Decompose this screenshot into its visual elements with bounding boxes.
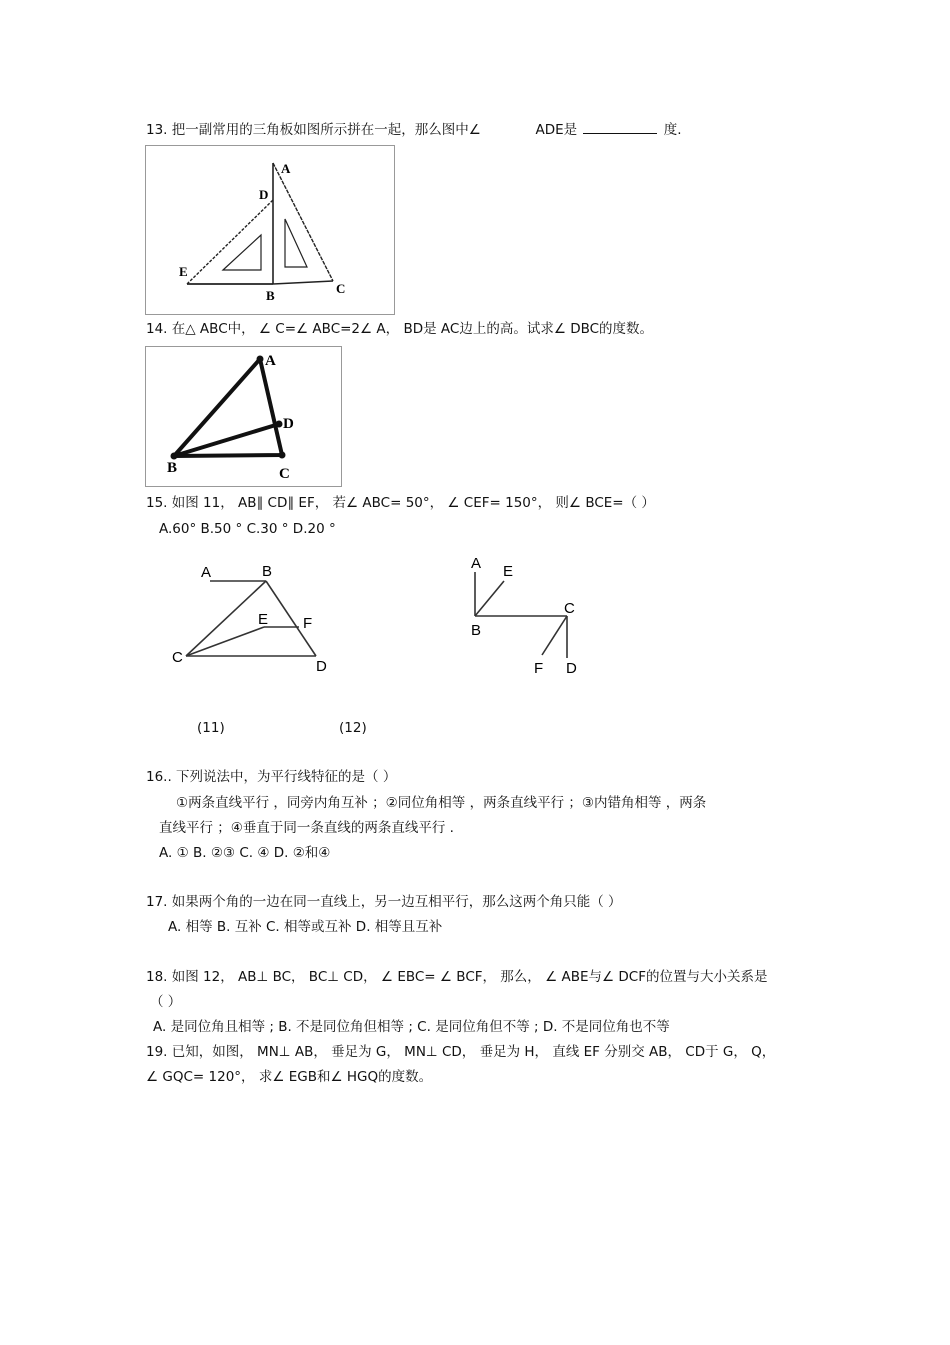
q14-figure: [145, 346, 345, 488]
q16-line2: ①两条直线平行 ，同旁内角互补 ；②同位角相等 ，两条直线平行 ；③内错角相等 ，两条: [176, 795, 707, 811]
q18-options: A. 是同位角且相等 ; B. 不是同位角但相等 ; C. 是同位角但不等 ; D. 不是同位角也不等: [153, 1019, 670, 1035]
q18-line2: （ ）: [150, 994, 182, 1010]
q13-text-b: ADE是: [535, 122, 578, 138]
q16-line3: 直线平行 ；④垂直于同一条直线的两条直线平行 .: [159, 820, 454, 836]
fig11-label-b: B: [262, 563, 273, 580]
q16-options: A. ① B. ②③ C. ④ D. ②和④: [159, 845, 331, 861]
fig12-label-f: F: [534, 660, 544, 677]
q13-label-c: C: [336, 281, 346, 296]
figure-12: [460, 550, 600, 685]
q15-text: 15. 如图 11， AB∥ CD∥ EF， 若∠ ABC= 50°， ∠ CEF= 150°， 则∠ BCE=（ ）: [146, 495, 655, 511]
fig11-label-e: E: [258, 611, 269, 628]
figure-11: [160, 555, 350, 685]
q19-line1: 19. 已知，如图， MN⊥ AB， 垂足为 G， MN⊥ CD， 垂足为 H， 直线 EF 分别交 AB， CD于 G， Q，: [146, 1044, 776, 1060]
q13-label-b: B: [266, 288, 275, 303]
fig11-label-d: D: [316, 658, 327, 675]
q17-line1: 17. 如果两个角的一边在同一直线上，另一边互相平行，那么这两个角只能（ ）: [146, 894, 622, 910]
q14-label-a: A: [265, 353, 276, 369]
q13-text-c: 度.: [663, 122, 682, 138]
q13-label-d: D: [259, 187, 269, 202]
q15-options: A.60° B.50 ° C.30 ° D.20 °: [159, 521, 336, 537]
q19-line2: ∠ GQC= 120°， 求∠ EGB和∠ HGQ的度数。: [146, 1069, 433, 1085]
q14-label-d: D: [283, 416, 294, 432]
fig12-label-b: B: [471, 622, 482, 639]
fig11-label-a: A: [201, 564, 212, 581]
fig12-label-a: A: [471, 555, 482, 572]
fig11-label-f: F: [303, 615, 313, 632]
fig12-label-c: C: [564, 600, 575, 617]
q16-line1: 16.. 下列说法中，为平行线特征的是（ ）: [146, 769, 397, 785]
q17-options: A. 相等 B. 互补 C. 相等或互补 D. 相等且互补: [168, 919, 443, 935]
q13-label-a: A: [281, 161, 291, 176]
caption-12: (12): [339, 720, 367, 736]
fig12-label-d: D: [566, 660, 577, 677]
q13-text-a: 13. 把一副常用的三角板如图所示拼在一起，那么图中∠: [146, 122, 481, 138]
q13-text: [146, 119, 682, 139]
q14-label-c: C: [279, 466, 290, 482]
fig12-label-e: E: [503, 563, 514, 580]
caption-11: (11): [197, 720, 225, 736]
q14-label-b: B: [167, 460, 178, 476]
q13-figure: [145, 145, 395, 315]
q13-answer-blank[interactable]: [583, 119, 657, 134]
q18-line1: 18. 如图 12， AB⊥ BC， BC⊥ CD， ∠ EBC= ∠ BCF， 那么， ∠ ABE与∠ DCF的位置与大小关系是: [146, 969, 768, 985]
fig11-label-c: C: [172, 649, 183, 666]
q14-text: 14. 在△ ABC中， ∠ C=∠ ABC=2∠ A， BD是 AC边上的高。试求∠ DBC的度数。: [146, 321, 654, 337]
q13-label-e: E: [179, 264, 188, 279]
